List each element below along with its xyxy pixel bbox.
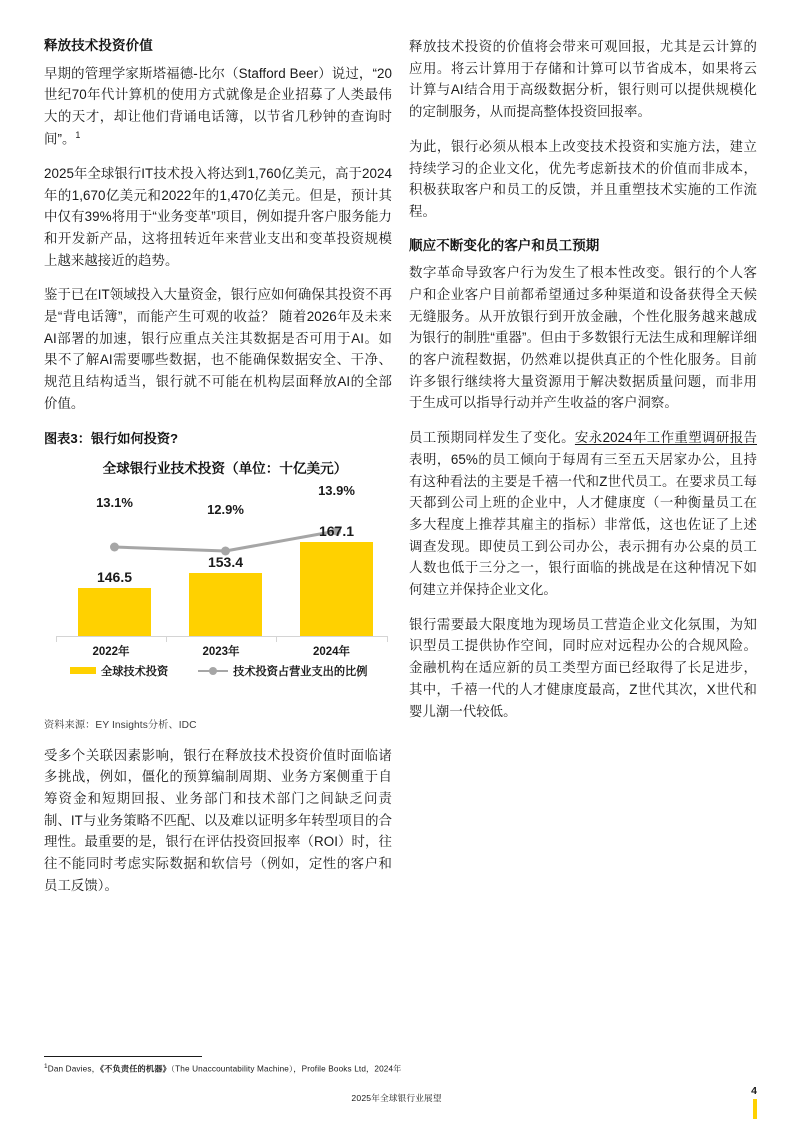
paragraph-text: 早期的管理学家斯塔福德-比尔（Stafford Beer）说过，“20世纪70年代计算机的使用方式就像是企业招募了人类最伟大的天才，却让他们背诵电话簿，以节省几秒钟的查询时间”。 [44,65,392,147]
legend-item-bar [70,663,168,679]
footnote-marker: 1 [44,1063,48,1070]
legend-line-swatch-icon [198,667,228,675]
x-axis-label-2023: 2023年 [202,645,240,658]
legend-item-line [198,663,367,679]
paragraph-lead: 员工预期同样发生了变化。 [409,430,575,446]
paragraph [44,63,392,150]
chart-source-note: 资料来源：EY Insights分析、IDC [44,719,197,731]
paragraph: 释放技术投资的价值将会带来可观回报，尤其是云计算的应用。将云计算用于存储和计算可以节省成本，如果将云计算与AI结合用于高级数据分析，银行则可以提供规模化的定制服务，从而提高整体投资回报率。 [409,39,757,120]
page-accent-bar [753,1099,757,1119]
line-marker-2022年 [110,542,119,551]
bar-value-label-2024: 167.1 [318,522,355,539]
paragraph: 受多个关联因素影响，银行在释放技术投资价值时面临诸多挑战，例如，僵化的预算编制周期、业务方案侧重于自筹资金和短期回报、业务部门和技术部门之间缺乏问责制、IT与业务策略不匹配、以及难以证明多年转型项目的合理性。最重要的是，银行在评估投资回报率（ROI）时，往往不能同时考虑实际数据和软信号（例如，定性的客户和员工反馈）。 [44,747,393,893]
figure-3 [44,428,392,731]
x-axis-tick [56,637,57,642]
paragraph: 银行需要最大限度地为现场员工营造企业文化氛围，为知识型员工提供协作空间，同时应对远程办公的合规风险。金融机构在适应新的员工类型方面已经取得了长足进步，其中，千禧一代的人才健康度最高，Z世代其次，X世代和婴儿潮一代较低。 [409,616,757,719]
x-axis-label-2024: 2024年 [312,645,351,658]
figure-caption: 图表3：银行如何投资? [44,430,179,446]
pct-value-label-2024: 13.9% [318,482,355,498]
bar-2024 [300,542,373,636]
bar-2022 [78,588,151,636]
footer-document-title: 2025年全球银行业展望 [351,1093,442,1103]
legend-bar-swatch-icon [70,667,96,674]
paragraph: 2025年全球银行IT技术投入将达到1,760亿美元，高于2024年的1,670亿美元和2022年的1,470亿美元。但是，预计其中仅有39%将用于“业务变革”项目，例如提升客户服务能力和开发新产品，这将扭转近年来营业支出和变革投资规模上越来越接近的趋势。 [44,165,392,268]
bar-value-label-2022: 146.5 [96,568,133,585]
chart-legend [44,663,392,679]
page-number: 4 [751,1085,757,1097]
pct-value-label-2022: 13.1% [96,494,133,510]
x-axis-label-2022: 2022年 [92,645,130,658]
right-column [409,36,757,722]
footnote-title-cn: 《不负责任的机器》 [99,1064,171,1074]
footnote-author: Dan Davies， [47,1064,100,1074]
x-axis-tick [276,637,277,642]
footnote-1 [44,1062,514,1076]
legend-label: 全球技术投资 [101,665,169,678]
ey-work-reimagined-survey-link[interactable]: 安永2024年工作重塑调研报告 [574,430,757,446]
x-axis-line [56,636,388,637]
chart-plot-area [44,483,392,661]
legend-label: 技术投资占营业支出的比例 [233,665,368,678]
bar-2023 [189,573,262,636]
right-section-heading: 顺应不断变化的客户和员工预期 [409,237,600,253]
paragraph: 鉴于已在IT领域投入大量资金，银行应如何确保其投资不再是“背电话簿”，而能产生可观的收益？ 随着2026年及未来AI部署的加速，银行应重点关注其数据是否可用于AI。如果不了解AI需要哪些数据，也不能确保数据安全、干净、规范且结构适当，银行就不可能在机构层面释放AI的全部价值。 [44,287,393,411]
x-axis-tick [166,637,167,642]
pct-value-label-2023: 12.9% [207,501,244,517]
paragraph-with-link [409,427,757,601]
left-column [44,36,392,897]
bar-value-label-2023: 153.4 [207,553,244,570]
left-section-heading: 释放技术投资价值 [44,38,153,53]
paragraph: 数字革命导致客户行为发生了根本性改变。银行的个人客户和企业客户目前都希望通过多种渠道和设备获得全天候无缝服务。从开放银行到开放金融，个性化服务越来越成为银行的制胜“重器”。但由于多数银行无法生成和理解详细的客户流程数据，仍然难以提供真正的个性化服务。目前许多银行继续将大量资源用于解决数据质量问题，而非用于生成可以指导行动并产生收益的客户洞察。 [409,265,757,411]
paragraph: 为此，银行必须从根本上改变技术投资和实施方法，建立持续学习的企业文化，优先考虑新技术的价值而非成本，积极获取客户和员工的反馈，并且重塑技术实施的工作流程。 [409,138,757,219]
footnote-reference[interactable]: 1 [75,129,81,140]
x-axis-tick [387,637,388,642]
chart-title: 全球银行业技术投资（单位：十亿美元） [102,460,348,476]
footnote-title-en: （The Unaccountability Machine） [170,1064,294,1074]
footnote-publisher: ，Profile Books Ltd，2024年 [293,1064,402,1074]
footnote-area [44,1056,514,1076]
paragraph-tail: 表明，65%的员工倾向于每周有三至五天居家办公，且持有这种看法的主要是千禧一代和Z世代员工。在要求员工每天都到公司上班的企业中，人才健康度（一种衡量员工在多大程度上推荐其雇主的指标）非常低，这也佐证了上述调查发现。即使员工到公司办公，表示拥有办公桌的员工人数也低于三分之一，银行面临的挑战是在这种情况下如何建立并保持企业文化。 [409,451,757,598]
chart-container [44,457,392,707]
footnote-divider [44,1056,202,1057]
